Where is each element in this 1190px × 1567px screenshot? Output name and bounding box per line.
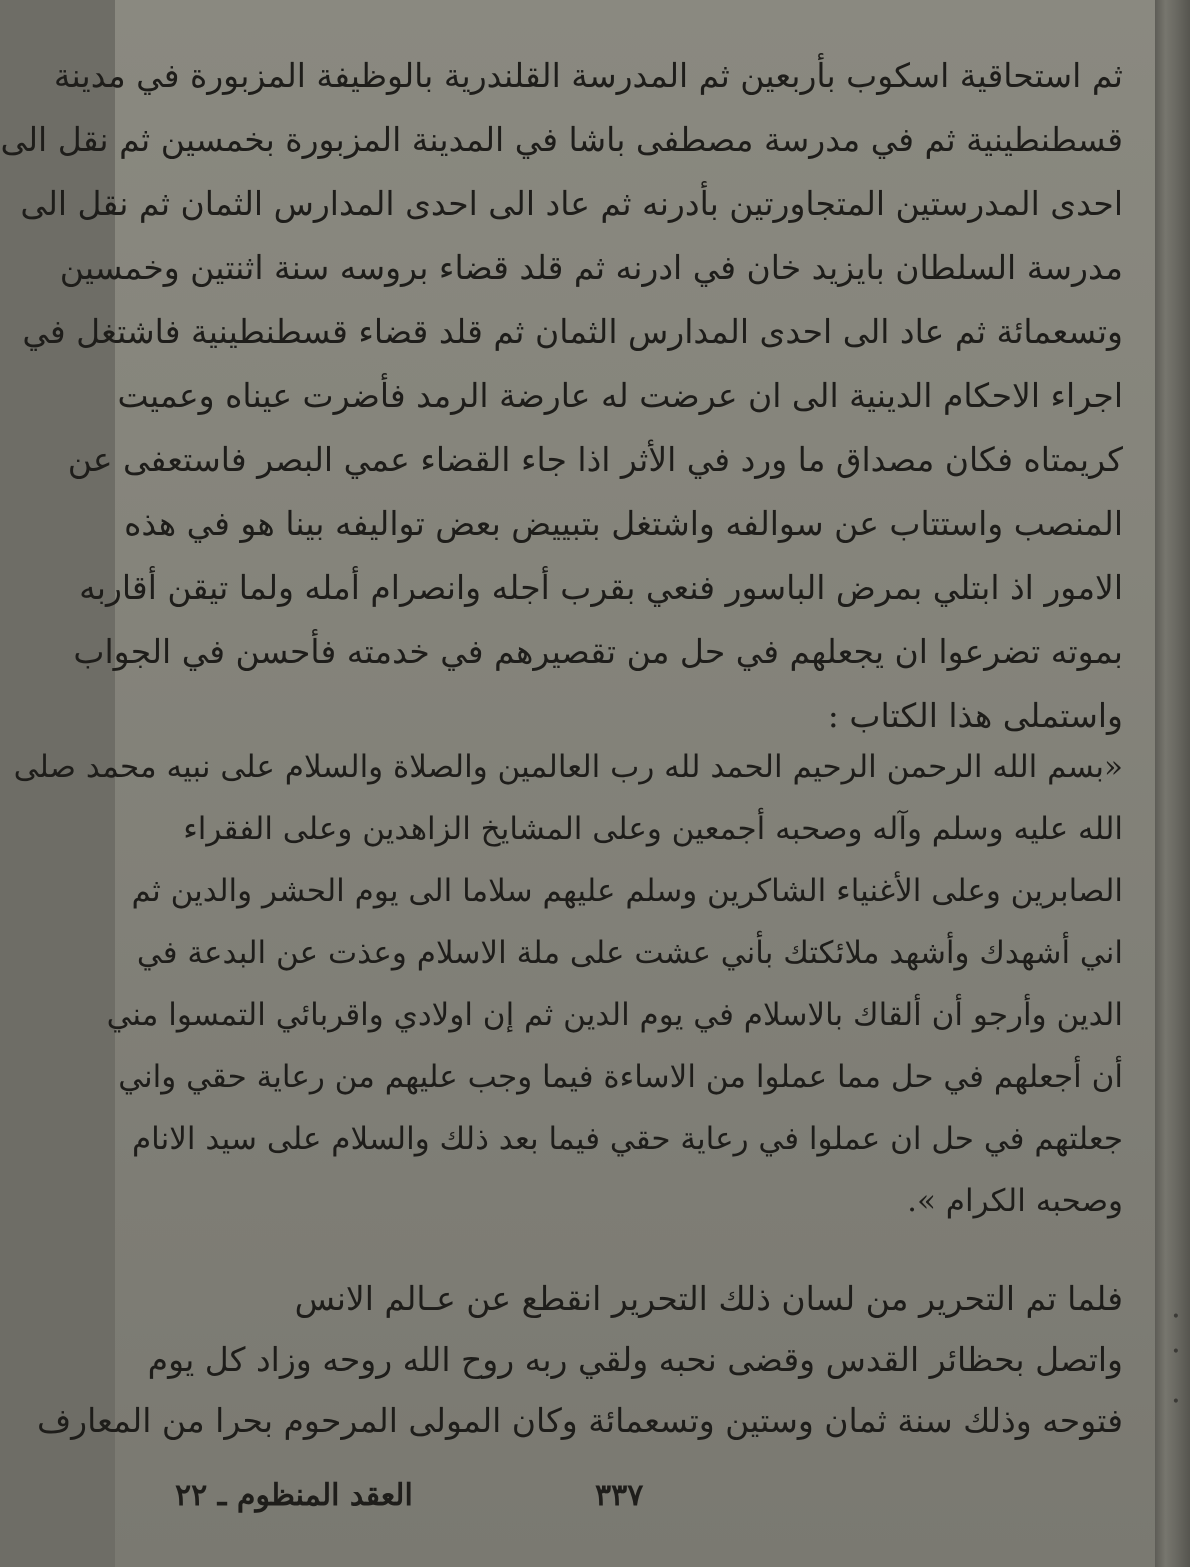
text-line: اجراء الاحكام الدينية الى ان عرضت له عارضة الرمد فأضرت عيناه وعميت [117,376,1123,415]
text-line: الدين وأرجو أن ألقاك بالاسلام في يوم الدين ثم إن اولادي واقربائي التمسوا مني [106,997,1123,1033]
text-line: احدى المدرستين المتجاورتين بأدرنه ثم عاد الى احدى المدارس الثمان ثم نقل الى [20,184,1123,223]
text-line: كريمتاه فكان مصداق ما ورد في الأثر اذا جاء القضاء عمي البصر فاستعفى عن [67,440,1123,479]
text-line: فلما تم التحرير من لسان ذلك التحرير انقطع عن عـالم الانس [294,1279,1123,1318]
page-footer [175,1478,1105,1528]
text-line: ثم استحاقية اسكوب بأربعين ثم المدرسة القلندرية بالوظيفة المزبورة في مدينة [53,56,1123,95]
text-line: «بسم الله الرحمن الرحيم الحمد لله رب العالمين والصلاة والسلام على نبيه محمد صلى [13,749,1123,785]
text-line: الصابرين وعلى الأغنياء الشاكرين وسلم عليهم سلاما الى يوم الحشر والدين ثم [131,873,1123,909]
text-line: أن أجعلهم في حل مما عملوا من الاساءة فيما وجب عليهم من رعاية حقي واني [118,1059,1123,1095]
text-line: مدرسة السلطان بايزيد خان في ادرنه ثم قلد قضاء بروسه سنة اثنتين وخمسين [59,248,1123,287]
text-line: الله عليه وسلم وآله وصحبه أجمعين وعلى المشايخ الزاهدين وعلى الفقراء [183,811,1123,847]
paragraph-quoted-testament [13,736,1123,1232]
paragraph-biography [0,44,1123,748]
text-line: وصحبه الكرام ». [907,1183,1123,1219]
paragraph-death [36,1268,1123,1451]
edge-glyph-mark: • [1171,1394,1180,1410]
edge-glyph-mark: • [1171,1309,1180,1325]
text-line: بموته تضرعوا ان يجعلهم في حل من تقصيرهم في خدمته فأحسن في الجواب [73,632,1123,671]
edge-glyph-mark: • [1171,1344,1180,1360]
text-line: جعلتهم في حل ان عملوا في رعاية حقي فيما بعد ذلك والسلام على سيد الانام [131,1121,1123,1157]
text-line: المنصب واستتاب عن سوالفه واشتغل بتبييض بعض تواليفه بينا هو في هذه [124,504,1123,543]
text-line: الامور اذ ابتلي بمرض الباسور فنعي بقرب أجله وانصرام أمله ولما تيقن أقاربه [79,568,1123,607]
text-line: اني أشهدك وأشهد ملائكتك بأني عشت على ملة الاسلام وعذت عن البدعة في [136,935,1123,971]
page-number: ٣٣٧ [595,1478,644,1513]
running-footer-title: العقد المنظوم ـ ٢٢ [175,1478,413,1513]
text-line: وتسعمائة ثم عاد الى احدى المدارس الثمان ثم قلد قضاء قسطنطينية فاشتغل في [22,312,1123,351]
text-line: واتصل بحظائر القدس وقضى نحبه ولقي ربه روح الله روحه وزاد كل يوم [147,1340,1123,1379]
facing-page-edge [1155,0,1190,1567]
text-line: فتوحه وذلك سنة ثمان وستين وتسعمائة وكان المولى المرحوم بحرا من المعارف [36,1401,1123,1440]
text-line: واستملى هذا الكتاب : [827,696,1123,735]
text-line: قسطنطينية ثم في مدرسة مصطفى باشا في المدينة المزبورة بخمسين ثم نقل الى [0,120,1123,159]
